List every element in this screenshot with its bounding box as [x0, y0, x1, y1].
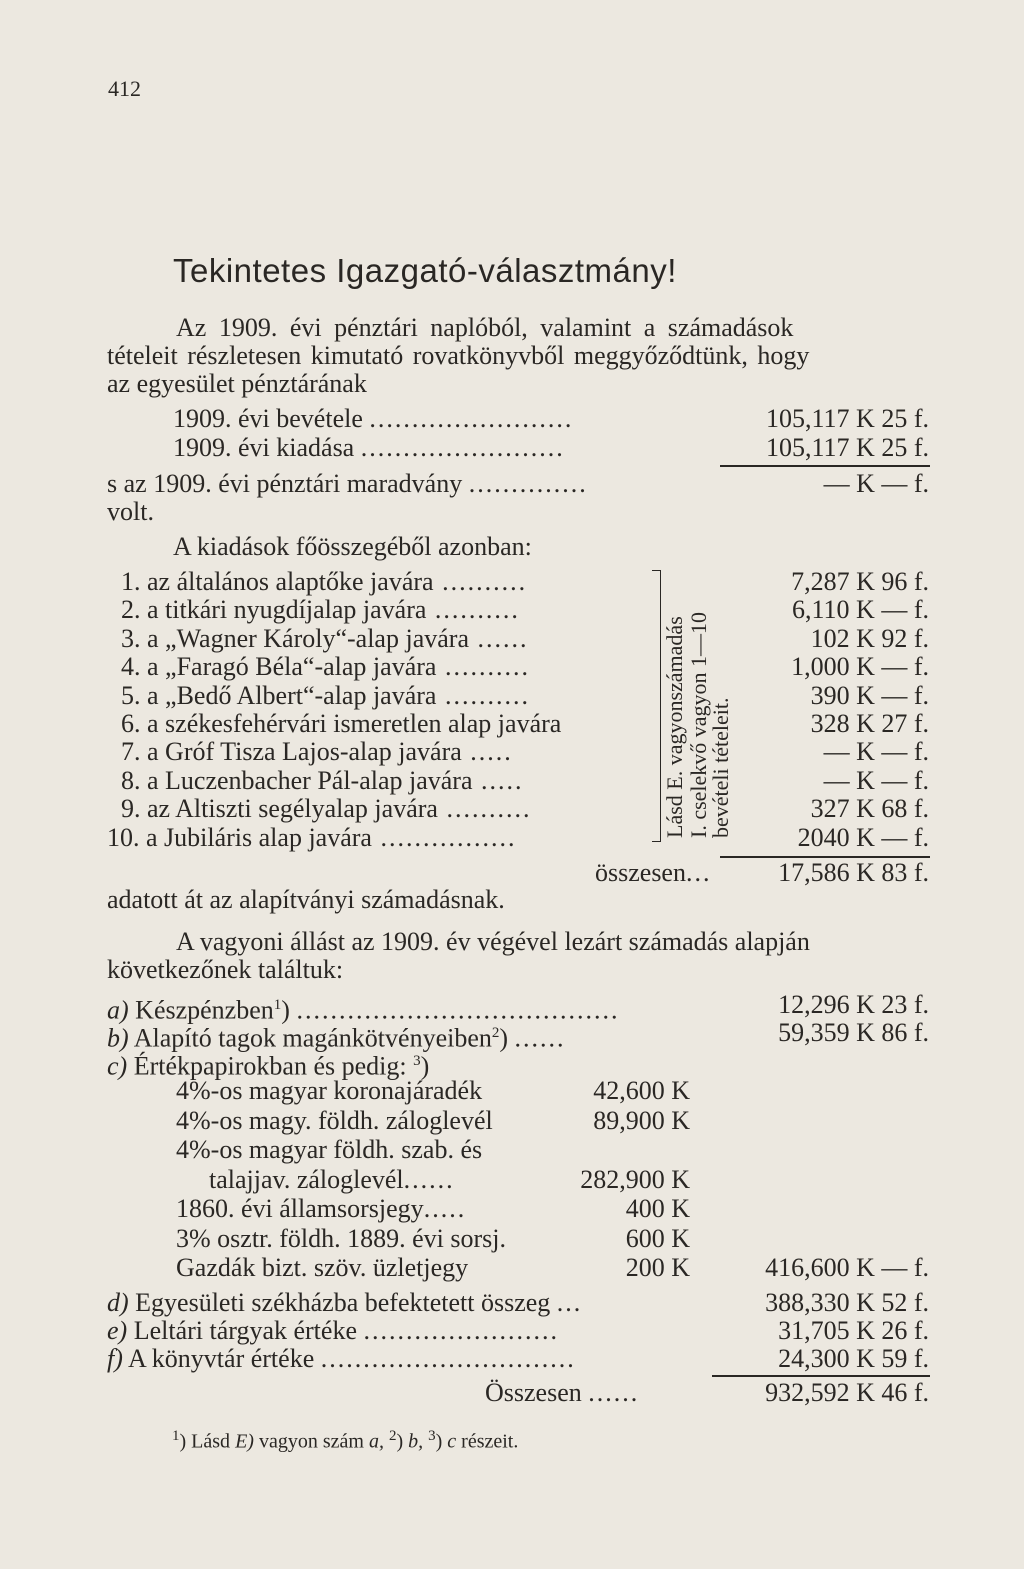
expense-value: 105,117 K 25 f. — [766, 433, 929, 462]
expense-item-value: 6,110 K — f. — [792, 595, 929, 625]
security-item-label: Gazdák bizt. szöv. üzletjegy — [176, 1253, 469, 1282]
assets-intro-line-1: A vagyoni állást az 1909. év végével lezárt számadás alapján — [176, 927, 810, 956]
income-label: 1909. évi bevétele ........................ — [173, 404, 574, 433]
security-item-value: 200 K — [625, 1253, 690, 1282]
balance-rule — [720, 465, 930, 467]
expense-item-label: 7. a Gróf Tisza Lajos-alap javára ..... — [121, 737, 513, 767]
intro-line-2: tételeit részletesen kimutató rovatkönyvből meggyőződtünk, hogy — [107, 341, 810, 370]
asset-d-label: d) Egyesületi székházba befektetett összeg ... — [107, 1288, 583, 1317]
assets-intro-line-2: következőnek találtuk: — [107, 955, 344, 984]
security-item-label: 1860. évi államsorsjegy..... — [176, 1194, 467, 1223]
security-item-label: talajjav. záloglevél...... — [209, 1164, 455, 1194]
security-item-value: 89,900 K — [593, 1105, 690, 1135]
asset-f-value: 24,300 K 59 f. — [778, 1344, 929, 1373]
expense-item-value: 390 K — f. — [810, 680, 929, 710]
expenses-brace — [652, 570, 661, 842]
grand-total-rule — [712, 1375, 930, 1377]
expense-item-label: 3. a „Wagner Károly“-alap javára ...... — [121, 623, 529, 653]
expense-item-label: 10. a Jubiláris alap javára ................ — [107, 822, 517, 852]
asset-c-label: c) Értékpapirokban és pedig: $^3$) — [107, 1051, 430, 1081]
asset-e-value: 31,705 K 26 f. — [778, 1316, 929, 1345]
expense-item-label: 5. a „Bedő Albert“-alap javára .......... — [121, 680, 530, 710]
asset-a-value: 12,296 K 23 f. — [778, 990, 929, 1019]
expense-item-value: 327 K 68 f. — [810, 794, 929, 824]
asset-d-value: 388,330 K 52 f. — [765, 1288, 929, 1317]
footnote: $^1$) Lásd E) vagyon szám a, $^2$) b, $^3$) c részeit. — [172, 1428, 519, 1453]
expense-item-value: — K — f. — [823, 765, 929, 795]
expense-label: 1909. évi kiadása ........................ — [173, 433, 565, 462]
security-item-label: 4%-os magyar földh. szab. és — [176, 1135, 483, 1164]
remainder-label: s az 1909. évi pénztári maradvány .............. — [107, 469, 588, 498]
securities-total-value: 416,600 K — f. — [765, 1253, 929, 1282]
side-note-line-2: I. cselekvő vagyon 1—10 — [686, 611, 711, 838]
asset-b-label: b) Alapító tagok magánkötvényeiben$^2$) ...... — [107, 1023, 566, 1053]
security-item-label: 3% osztr. földh. 1889. évi sorsj. — [176, 1223, 507, 1253]
remainder-value: — K — f. — [823, 469, 929, 498]
intro-line-3: az egyesület pénztárának — [107, 369, 367, 398]
grand-total-value: 932,592 K 46 f. — [765, 1378, 929, 1407]
page-title: Tekintetes Igazgató-választmány! — [173, 252, 677, 289]
side-note-line-3: bevételi tételeit. — [708, 697, 733, 838]
grand-total-label: Összesen ...... — [485, 1378, 640, 1407]
security-item-label: 4%-os magy. földh. záloglevél — [176, 1105, 493, 1135]
asset-e-label: e) Leltári tárgyak értéke ....................... — [107, 1316, 559, 1345]
expense-item-label: 1. az általános alaptőke javára .......... — [121, 567, 528, 596]
expense-item-value: — K — f. — [823, 737, 929, 767]
side-note-line-1: Lásd E. vagyonszámadás — [662, 616, 687, 838]
page-number: 412 — [108, 76, 141, 101]
expense-item-value: 1,000 K — f. — [791, 652, 929, 682]
expense-item-value: 2040 K — f. — [797, 822, 929, 852]
expense-item-label: 2. a titkári nyugdíjalap javára .......... — [121, 595, 520, 625]
security-item-value: 400 K — [625, 1194, 690, 1223]
asset-f-label: f) A könyvtár értéke .............................. — [107, 1344, 576, 1373]
expense-item-value: 102 K 92 f. — [810, 623, 929, 653]
security-item-label: 4%-os magyar koronajáradék — [176, 1076, 483, 1105]
volt-text: volt. — [107, 497, 154, 526]
expense-item-label: 9. az Altiszti segélyalap javára .......... — [121, 794, 532, 824]
expense-item-label: 8. a Luczenbacher Pál-alap javára ..... — [121, 765, 524, 795]
security-item-value: 282,900 K — [580, 1164, 690, 1194]
asset-b-value: 59,359 K 86 f. — [778, 1018, 929, 1047]
expenses-total-label: összesen... — [595, 858, 712, 887]
security-item-value: 42,600 K — [593, 1076, 690, 1105]
expense-item-label: 4. a „Faragó Béla“-alap javára .......... — [121, 652, 530, 682]
asset-a-label: a) Készpénzben$^1$) ...................................... — [107, 995, 620, 1025]
intro-line-1: Az 1909. évi pénztári naplóból, valamint a számadások — [176, 313, 794, 342]
expenses-intro: A kiadások főösszegéből azonban: — [173, 532, 532, 561]
expense-item-label: 6. a székesfehérvári ismeretlen alap javára — [121, 709, 562, 738]
transferred-text: adatott át az alapítványi számadásnak. — [107, 885, 505, 914]
expense-item-value: 328 K 27 f. — [810, 709, 929, 738]
expense-item-value: 7,287 K 96 f. — [791, 567, 929, 596]
security-item-value: 600 K — [625, 1223, 690, 1253]
income-value: 105,117 K 25 f. — [766, 404, 929, 433]
expenses-total-value: 17,586 K 83 f. — [778, 858, 929, 887]
